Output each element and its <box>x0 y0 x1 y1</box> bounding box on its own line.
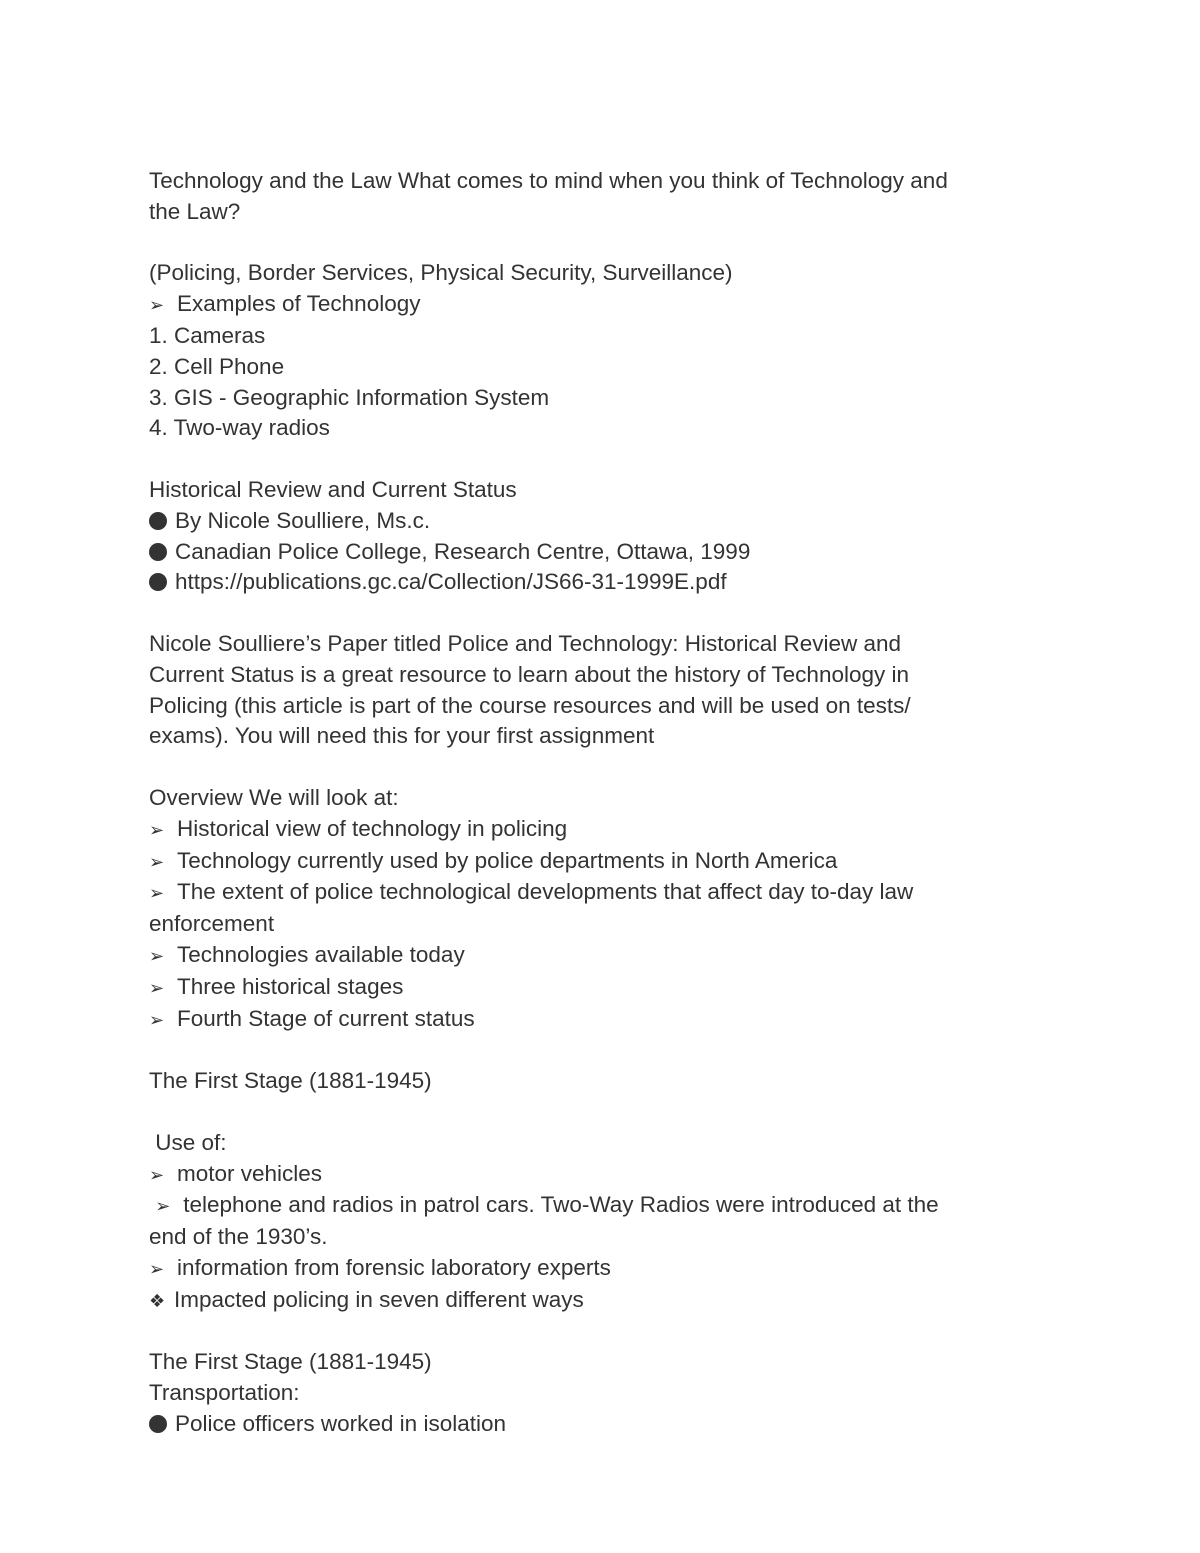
transport-bullet-row <box>149 1409 1049 1440</box>
spacer <box>149 752 1049 783</box>
paragraph-line: Policing (this article is part of the course resources and will be used on tests/ <box>149 692 911 718</box>
stage-item: information from forensic laboratory experts <box>177 1254 611 1280</box>
example-item: 2. Cell Phone <box>149 353 285 379</box>
overview-item: Fourth Stage of current status <box>177 1005 475 1031</box>
examples-heading: Examples of Technology <box>177 291 421 317</box>
transportation-heading: Transportation: <box>149 1380 300 1406</box>
paragraph-line: Current Status is a great resource to learn about the history of Technology in <box>149 661 910 687</box>
arrow-bullet-icon: ➢ <box>149 883 165 904</box>
example-item: 4. Two-way radios <box>149 415 330 441</box>
areas-text: (Policing, Border Services, Physical Security, Surveillance) <box>149 260 733 286</box>
overview-item: Historical view of technology in policing <box>177 815 568 841</box>
spacer <box>149 1035 1049 1066</box>
overview-heading: Overview We will look at: <box>149 784 399 810</box>
hist-bullet-row <box>149 506 1049 537</box>
transport-bullet-text: Police officers worked in isolation <box>175 1410 506 1436</box>
hist-bullet-row <box>149 567 1049 598</box>
round-bullet-icon <box>149 1415 167 1433</box>
stage-diamond-row <box>149 1285 1049 1317</box>
arrow-bullet-icon: ➢ <box>149 945 165 966</box>
overview-item-row <box>149 877 1049 909</box>
stage-item: motor vehicles <box>177 1160 323 1186</box>
example-item: 3. GIS - Geographic Information System <box>149 384 550 410</box>
round-bullet-icon <box>149 512 167 530</box>
overview-item: Three historical stages <box>177 973 404 999</box>
example-item: 1. Cameras <box>149 322 266 348</box>
round-bullet-icon <box>149 543 167 561</box>
spacer <box>149 228 1049 259</box>
intro-line-2: the Law? <box>149 198 241 224</box>
round-bullet-icon <box>149 573 167 591</box>
overview-item: Technology currently used by police departments in North America <box>177 847 838 873</box>
paragraph-line: Nicole Soulliere’s Paper titled Police and Technology: Historical Review and <box>149 630 902 656</box>
spacer <box>149 598 1049 629</box>
overview-item-row <box>149 940 1049 972</box>
hist-bullet-text: By Nicole Soulliere, Ms.c. <box>175 507 431 533</box>
spacer <box>149 1316 1049 1347</box>
stage-item-row <box>149 1190 1049 1222</box>
hist-bullet-row <box>149 537 1049 568</box>
stage-heading: The First Stage (1881-1945) <box>149 1349 432 1375</box>
diamond-bullet-icon: ❖ <box>149 1290 166 1311</box>
overview-item-row <box>149 846 1049 878</box>
examples-heading-row <box>149 289 1049 321</box>
spacer <box>149 444 1049 475</box>
stage-item: telephone and radios in patrol cars. Two-Way Radios were introduced at the <box>183 1192 939 1218</box>
overview-item-wrap: enforcement <box>149 911 275 937</box>
paragraph-line: exams). You will need this for your first assignment <box>149 723 655 749</box>
overview-item: The extent of police technological developments that affect day to-day law <box>177 879 914 905</box>
spacer <box>149 1097 1049 1128</box>
arrow-bullet-icon: ➢ <box>149 1164 165 1185</box>
stage-heading: The First Stage (1881-1945) <box>149 1068 432 1094</box>
historical-heading: Historical Review and Current Status <box>149 476 517 502</box>
overview-item: Technologies available today <box>177 941 465 967</box>
document-page <box>149 166 1049 1440</box>
stage-item-wrap: end of the 1930’s. <box>149 1224 328 1250</box>
arrow-bullet-icon: ➢ <box>149 977 165 998</box>
overview-item-row <box>149 1004 1049 1036</box>
arrow-bullet-icon: ➢ <box>149 819 165 840</box>
use-of-label: Use of: <box>149 1129 227 1155</box>
hist-bullet-link: https://publications.gc.ca/Collection/JS66-31-1999E.pdf <box>175 569 727 595</box>
hist-bullet-text: Canadian Police College, Research Centre, Ottawa, 1999 <box>175 538 751 564</box>
arrow-bullet-icon: ➢ <box>149 851 165 872</box>
stage-item-row <box>149 1253 1049 1285</box>
stage-item-row <box>149 1159 1049 1191</box>
overview-item-row <box>149 972 1049 1004</box>
arrow-bullet-icon: ➢ <box>155 1196 171 1217</box>
arrow-bullet-icon: ➢ <box>149 1258 165 1279</box>
stage-diamond-text: Impacted policing in seven different ways <box>174 1286 584 1312</box>
intro-line-1: Technology and the Law What comes to mind when you think of Technology and <box>149 168 948 193</box>
arrow-bullet-icon: ➢ <box>149 295 165 316</box>
overview-item-row <box>149 814 1049 846</box>
arrow-bullet-icon: ➢ <box>149 1009 165 1030</box>
